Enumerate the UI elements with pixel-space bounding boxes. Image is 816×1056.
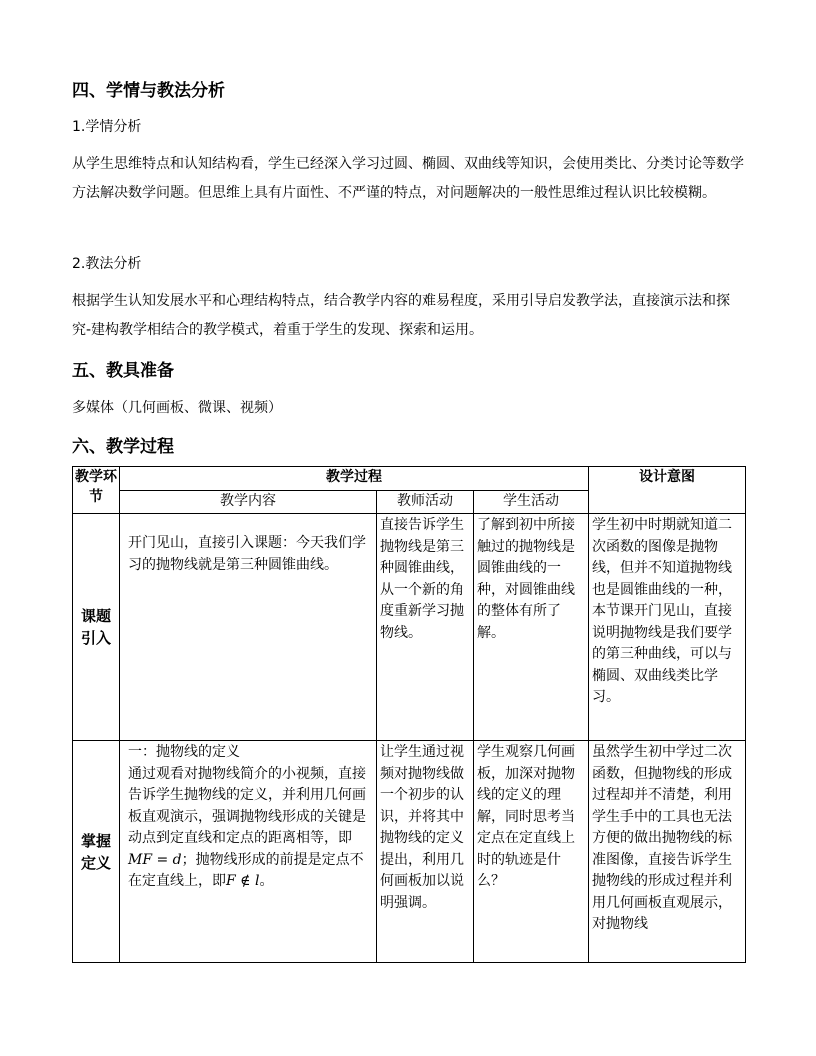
header-process: 教学过程 bbox=[120, 467, 589, 491]
section-heading-4: 四、学情与教法分析 bbox=[72, 81, 225, 101]
row-teacher: 让学生通过视频对抛物线做一个初步的认识，并将其中抛物线的定义提出，利用几何画板加以说明强调。 bbox=[377, 741, 474, 963]
row-content bbox=[120, 741, 377, 963]
table-row bbox=[73, 741, 746, 963]
table-row bbox=[73, 514, 746, 741]
header-student: 学生活动 bbox=[474, 491, 589, 514]
teaching-aids-text: 多媒体（几何画板、微课、视频） bbox=[72, 400, 282, 416]
section-heading-5: 五、教具准备 bbox=[72, 361, 174, 381]
header-stage: 教学环节 bbox=[73, 467, 120, 514]
row-student: 了解到初中所接触过的抛物线是圆锥曲线的一种，对圆锥曲线的整体有所了解。 bbox=[474, 514, 589, 741]
definition-title: 一：抛物线的定义 bbox=[128, 744, 240, 760]
row-stage: 课题引入 bbox=[73, 514, 120, 741]
formula-f-not-in-l: F ∉ l bbox=[226, 873, 260, 889]
row-content: 开门见山，直接引入课题：今天我们学习的抛物线就是第三种圆锥曲线。 bbox=[120, 514, 377, 741]
row-intent: 学生初中时期就知道二次函数的图像是抛物线，但并不知道抛物线也是圆锥曲线的一种，本节课开门见山，直接说明抛物线是我们要学的第三种曲线，可以与椭圆、双曲线类比学习。 bbox=[589, 514, 746, 741]
row-stage: 掌握定义 bbox=[73, 741, 120, 963]
section-heading-6: 六、教学过程 bbox=[72, 437, 174, 457]
definition-body: 通过观看对抛物线简介的小视频，直接告诉学生抛物线的定义，并利用几何画板直观演示，强调抛物线形成的关键是动点到定直线和定点的距离相等，即MF = d；抛物线形成的前提是定点不在定直线上，即F ∉ l。 bbox=[128, 765, 366, 889]
row-intent: 虽然学生初中学过二次函数，但抛物线的形成过程却并不清楚，利用学生手中的工具也无法方便的做出抛物线的标准图像，直接告诉学生抛物线的形成过程并利用几何画板直观展示，对抛物线 bbox=[589, 741, 746, 963]
header-teacher: 教师活动 bbox=[377, 491, 474, 514]
teaching-process-table bbox=[72, 466, 746, 963]
row-teacher: 直接告诉学生抛物线是第三种圆锥曲线，从一个新的角度重新学习抛物线。 bbox=[377, 514, 474, 741]
subheading-learning-analysis: 1.学情分析 bbox=[72, 119, 142, 135]
paragraph-teaching-method: 根据学生认知发展水平和心理结构特点，结合教学内容的难易程度，采用引导启发教学法，直接演示法和探究-建构教学相结合的教学模式，着重于学生的发现、探索和运用。 bbox=[72, 293, 730, 338]
formula-mf-equals-d: MF = d bbox=[128, 851, 182, 868]
paragraph-learning-analysis: 从学生思维特点和认知结构看，学生已经深入学习过圆、椭圆、双曲线等知识，会使用类比、分类讨论等数学方法解决数学问题。但思维上具有片面性、不严谨的特点，对问题解决的一般性思维过程认识比较模糊。 bbox=[72, 156, 744, 201]
subheading-teaching-method: 2.教法分析 bbox=[72, 256, 142, 272]
header-content: 教学内容 bbox=[120, 491, 377, 514]
row-student: 学生观察几何画板，加深对抛物线的定义的理解，同时思考当定点在定直线上时的轨迹是什么？ bbox=[474, 741, 589, 963]
header-intent: 设计意图 bbox=[589, 467, 746, 514]
